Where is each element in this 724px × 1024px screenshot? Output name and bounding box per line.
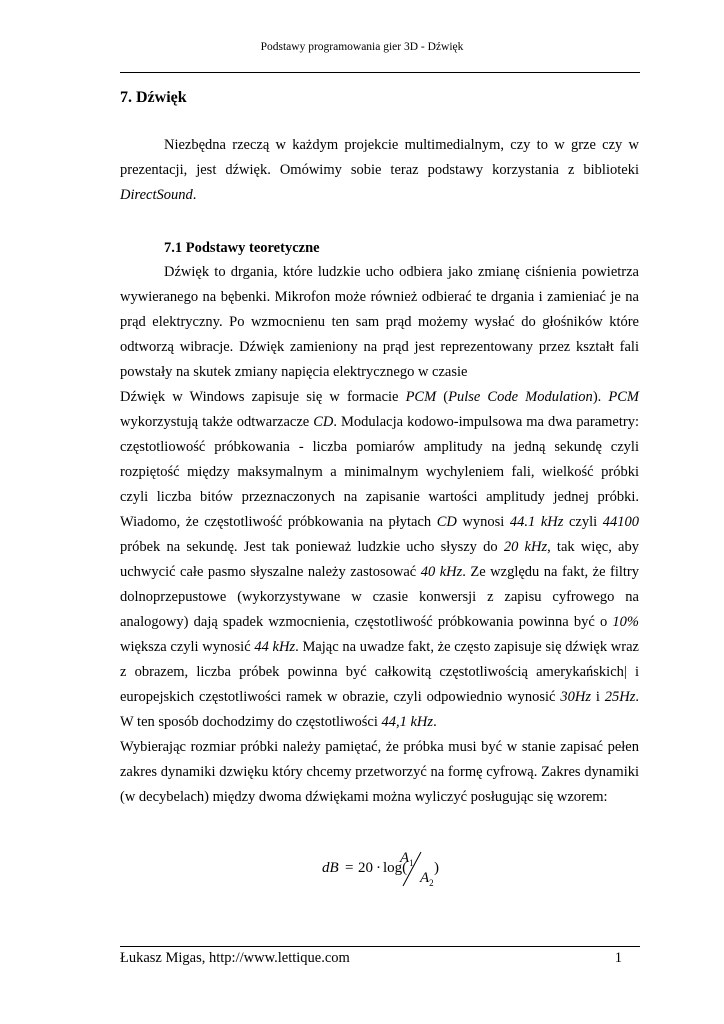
- footer-divider: [120, 946, 640, 947]
- formula-denominator: [420, 870, 434, 888]
- p2-text: , tak więc, aby uchwycić całe pasmo słyszalne należy zastosować: [120, 539, 639, 580]
- page-header: [0, 41, 724, 53]
- p2-text: czyli: [563, 514, 603, 530]
- intro-text: Niezbędna rzeczą w każdym projekcie multimedialnym, czy to w grze czy w prezentacji, jest dźwięk. Omówimy sobie teraz podstawy korzystania z biblioteki: [120, 137, 639, 178]
- formula-close-paren: ): [434, 860, 439, 876]
- page-footer: [120, 950, 640, 967]
- numerator-symbol: A: [400, 850, 410, 866]
- p2-term: 44.1 kHz: [509, 514, 564, 530]
- page-number: 1: [614, 950, 622, 966]
- p2-text: .: [433, 714, 437, 730]
- p2-text: ).: [592, 389, 609, 405]
- formula-equals: =: [345, 860, 354, 876]
- numerator-subscript: 1: [409, 858, 414, 868]
- intro-paragraph: [120, 133, 639, 208]
- paragraph-1: Dźwięk to drgania, które ludzkie ucho odbiera jako zmianę ciśnienia powietrza wywieranego na bębenki. Mikrofon może również odbierać te drgania i zamieniać je na prąd elektryczny. Po wzmocnienu ten sam prąd możemy wysłać do głośników które odtworzą wibracje. Dźwięk zamieniony na prąd jest reprezentowany przez kształt fali powstały na skutek zmiany napięcia elektrycznego w czasie: [120, 264, 639, 380]
- header-divider: [120, 72, 640, 73]
- p2-text: (: [436, 389, 449, 405]
- p2-term: Pulse Code Modulation: [448, 389, 593, 405]
- p2-term: 44100: [602, 514, 639, 530]
- p2-text: wynosi: [456, 514, 510, 530]
- p2-term: 44 kHz: [254, 639, 296, 655]
- p2-term: 20 kHz: [503, 539, 548, 555]
- p2-text: . Ze względu na fakt, że filtry dolnoprzepustowe (wykorzystywane w czasie konwersji z zapisu cyfrowego na analogowy) dają spadek wzmocnienia, częstotliwość próbkowania powinna być o: [120, 564, 639, 630]
- p2-term: 44,1 kHz: [381, 714, 434, 730]
- section-title: 7.1 Podstawy teoretyczne: [164, 240, 320, 256]
- chapter-title: 7. Dźwięk: [120, 89, 187, 106]
- p2-text: i: [590, 689, 605, 705]
- p2-text: . Mając na uwadze fakt, że często zapisuje się dźwięk wraz z obrazem, liczba próbek powinna być całkowitą częstotliwością amerykańskich| i europejskich częstotliwości ramek w obrazie, czyli odpowiednio wynosić: [120, 639, 639, 705]
- paragraph-2: [120, 385, 639, 735]
- p2-text: . Modulacja kodowo-impulsowa ma dwa parametry: częstotliowość próbkowania - liczba pomiarów amplitudy na jedną sekundę czyli rozpiętość między maksymalnym a minimalnym wychyleniem fali, wielkość próbki czyli liczba bitów przeznaczonych na zapisanie wartości amplitudy jednej próbki. Wiadomo, że częstotliwość próbkowania na płytach: [120, 414, 639, 530]
- p2-term: PCM: [405, 389, 437, 405]
- p2-text: wykorzystują także odtwarzacze: [120, 414, 314, 430]
- p2-term: 40 kHz: [420, 564, 463, 580]
- p2-term: 25Hz: [604, 689, 636, 705]
- paragraph-3: Wybierając rozmiar próbki należy pamiętać, że próbka musi być w stanie zapisać pełen zakres dynamiki dzwięku który chcemy przetworzyć na formę cyfrową. Zakres dynamiki (w decybelach) między dwoma dźwiękami można wyliczyć posługując się wzorem:: [120, 739, 639, 805]
- denominator-subscript: 2: [429, 878, 434, 888]
- p2-term: 30Hz: [560, 689, 591, 705]
- directsound-term: DirectSound: [120, 187, 193, 203]
- p2-term: CD: [436, 514, 457, 530]
- footer-author: Łukasz Migas, http://www.lettique.com: [120, 950, 350, 966]
- intro-end: .: [192, 187, 197, 203]
- p2-term: 10%: [612, 614, 639, 630]
- denominator-symbol: A: [420, 870, 430, 886]
- formula-log: log(: [383, 860, 408, 876]
- formula-coefficient: 20: [358, 860, 373, 876]
- p2-term: CD: [313, 414, 334, 430]
- formula-dot: ·: [376, 860, 381, 876]
- header-title: Podstawy programowania gier 3D - Dźwięk: [260, 41, 464, 53]
- section-body: [120, 260, 639, 810]
- p2-text: . W ten sposób dochodzimy do częstotliwości: [120, 689, 639, 730]
- formula-lhs: dB: [322, 860, 339, 876]
- p2-text: próbek na sekundę. Jest tak ponieważ ludzkie ucho słyszy do: [120, 539, 504, 555]
- p2-text: Dźwięk w Windows zapisuje się w formacie: [120, 389, 406, 405]
- p2-text: większa czyli wynosić: [120, 639, 255, 655]
- decibel-formula: [322, 848, 472, 892]
- p2-term: PCM: [608, 389, 639, 405]
